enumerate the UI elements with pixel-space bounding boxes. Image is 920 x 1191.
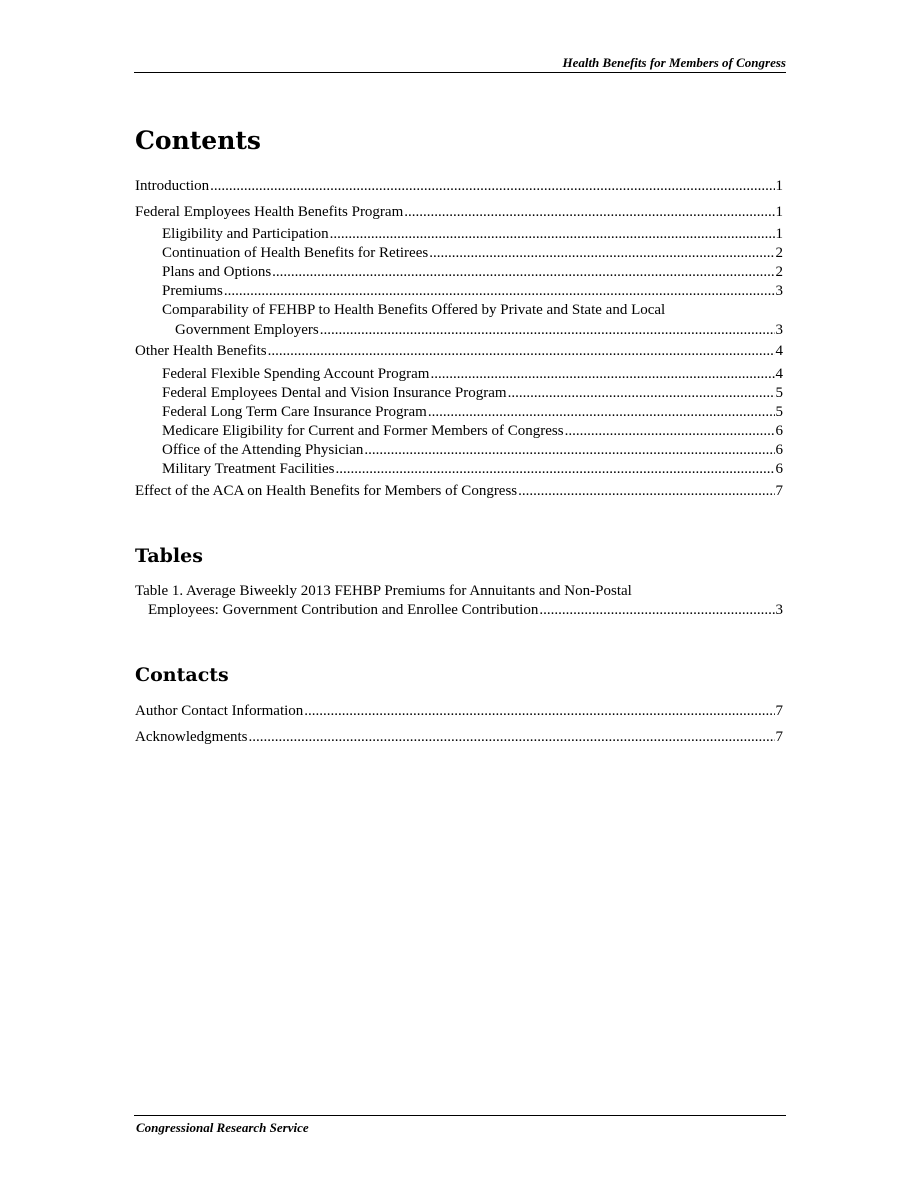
toc-page-number: 3 (775, 602, 783, 618)
toc-page-number: 6 (775, 461, 783, 477)
toc-page-number: 5 (775, 385, 783, 401)
toc-entry-text: Military Treatment Facilities (162, 461, 335, 477)
toc-entry-fsa[interactable] (162, 365, 783, 383)
toc-leader-dots (320, 321, 775, 339)
toc-leader-dots (268, 342, 775, 360)
contents-heading: Contents (135, 126, 262, 155)
toc-page-number: 4 (775, 343, 783, 359)
toc-leader-dots (224, 282, 775, 300)
toc-leader-dots (508, 384, 775, 402)
toc-page-number: 7 (775, 483, 783, 499)
toc-entry-plans[interactable] (162, 263, 783, 281)
toc-page-number: 7 (775, 703, 783, 719)
running-header: Health Benefits for Members of Congress (562, 55, 786, 70)
header-rule (134, 72, 786, 73)
toc-table-1-line2[interactable] (148, 601, 783, 619)
toc-entry-text: Acknowledgments (135, 729, 248, 745)
toc-entry-military-treatment[interactable] (162, 460, 783, 478)
toc-entry-acknowledgments[interactable] (135, 728, 783, 746)
toc-entry-dental-vision[interactable] (162, 384, 783, 402)
toc-leader-dots (210, 177, 774, 195)
toc-entry-attending-physician[interactable] (162, 441, 783, 459)
toc-entry-author-contact[interactable] (135, 702, 783, 720)
toc-leader-dots (539, 601, 774, 619)
toc-page-number: 3 (775, 322, 783, 338)
toc-entry-text: Office of the Attending Physician (162, 442, 364, 458)
toc-leader-dots (304, 702, 774, 720)
toc-leader-dots (565, 422, 775, 440)
toc-leader-dots (364, 441, 774, 459)
toc-page-number: 1 (775, 178, 783, 194)
toc-entry-eligibility[interactable] (162, 225, 783, 243)
toc-entry-fehbp[interactable] (135, 203, 783, 221)
toc-entry-text: Federal Flexible Spending Account Program (162, 366, 430, 382)
contacts-heading: Contacts (135, 664, 229, 686)
toc-page-number: 7 (775, 729, 783, 745)
toc-entry-long-term-care[interactable] (162, 403, 783, 421)
toc-entry-continuation[interactable] (162, 244, 783, 262)
toc-entry-premiums[interactable] (162, 282, 783, 300)
toc-entry-text: Federal Employees Health Benefits Program (135, 204, 404, 220)
toc-page-number: 4 (775, 366, 783, 382)
toc-entry-text: Other Health Benefits (135, 343, 267, 359)
toc-leader-dots (428, 403, 775, 421)
toc-entry-text: Author Contact Information (135, 703, 304, 719)
toc-leader-dots (330, 225, 775, 243)
toc-page-number: 6 (775, 423, 783, 439)
toc-entry-text: Medicare Eligibility for Current and Former Members of Congress (162, 423, 564, 439)
toc-entry-introduction[interactable] (135, 177, 783, 195)
toc-leader-dots (336, 460, 775, 478)
toc-leader-dots (429, 244, 774, 262)
toc-leader-dots (404, 203, 774, 221)
toc-leader-dots (518, 482, 774, 500)
tables-heading: Tables (135, 545, 203, 567)
toc-entry-text: Employees: Government Contribution and Enrollee Contribution (148, 602, 539, 618)
toc-entry-text: Federal Long Term Care Insurance Program (162, 404, 427, 420)
toc-entry-comparability-line1[interactable]: Comparability of FEHBP to Health Benefits Offered by Private and State and Local (162, 302, 666, 318)
footer-rule (134, 1115, 786, 1116)
toc-entry-text: Federal Employees Dental and Vision Insurance Program (162, 385, 507, 401)
toc-leader-dots (272, 263, 774, 281)
toc-page-number: 1 (775, 204, 783, 220)
toc-page-number: 5 (775, 404, 783, 420)
toc-entry-text: Continuation of Health Benefits for Retirees (162, 245, 429, 261)
toc-table-1-line1[interactable]: Table 1. Average Biweekly 2013 FEHBP Premiums for Annuitants and Non-Postal (135, 583, 632, 599)
toc-entry-comparability-line2[interactable] (175, 321, 783, 339)
toc-page-number: 1 (775, 226, 783, 242)
toc-entry-text: Government Employers (175, 322, 319, 338)
running-footer: Congressional Research Service (136, 1120, 309, 1135)
toc-entry-text: Eligibility and Participation (162, 226, 329, 242)
toc-entry-aca-effect[interactable] (135, 482, 783, 500)
toc-entry-text: Plans and Options (162, 264, 272, 280)
toc-page-number: 2 (775, 264, 783, 280)
toc-page-number: 2 (775, 245, 783, 261)
toc-entry-text: Introduction (135, 178, 210, 194)
toc-entry-other-health[interactable] (135, 342, 783, 360)
toc-page-number: 6 (775, 442, 783, 458)
toc-entry-text: Premiums (162, 283, 223, 299)
toc-entry-text: Effect of the ACA on Health Benefits for Members of Congress (135, 483, 518, 499)
toc-leader-dots (430, 365, 774, 383)
toc-page-number: 3 (775, 283, 783, 299)
toc-leader-dots (248, 728, 774, 746)
toc-entry-medicare[interactable] (162, 422, 783, 440)
